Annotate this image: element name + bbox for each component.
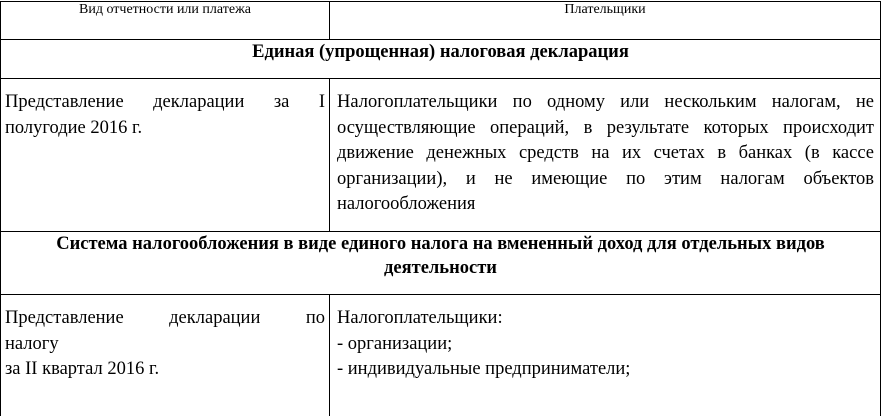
table-row xyxy=(1,79,881,232)
header-payers: Плательщики xyxy=(330,2,881,40)
report-line: налогу xyxy=(5,332,325,358)
section-title-simplified-declaration: Единая (упрощенная) налоговая декларация xyxy=(1,40,881,79)
section-row xyxy=(1,232,881,295)
tax-reporting-table xyxy=(0,1,881,416)
report-line: за II квартал 2016 г. xyxy=(5,357,325,383)
report-type-cell: Представление декларации за I полугодие 2016 г. xyxy=(1,79,330,232)
payers-line: Налогоплательщики: xyxy=(337,306,874,332)
report-line: Представление декларации по xyxy=(5,306,325,332)
payers-cell: Налогоплательщики по одному или нескольким налогам, не осуществляющие операций, в результате которых происходит движение денежных средств на их счетах в банках (в кассе организации), и не имеющие по этим налогам объектов налогообложения xyxy=(330,79,881,232)
payers-cell xyxy=(330,295,881,416)
table-header-row xyxy=(1,2,881,40)
report-type-cell xyxy=(1,295,330,416)
header-report-type: Вид отчетности или платежа xyxy=(1,2,330,40)
table-row xyxy=(1,295,881,416)
payers-line: - индивидуальные предприниматели; xyxy=(337,357,874,383)
section-row xyxy=(1,40,881,79)
section-title-envd: Система налогообложения в виде единого налога на вмененный доход для отдельных видов деятельности xyxy=(1,232,881,295)
payers-line: - организации; xyxy=(337,332,874,358)
